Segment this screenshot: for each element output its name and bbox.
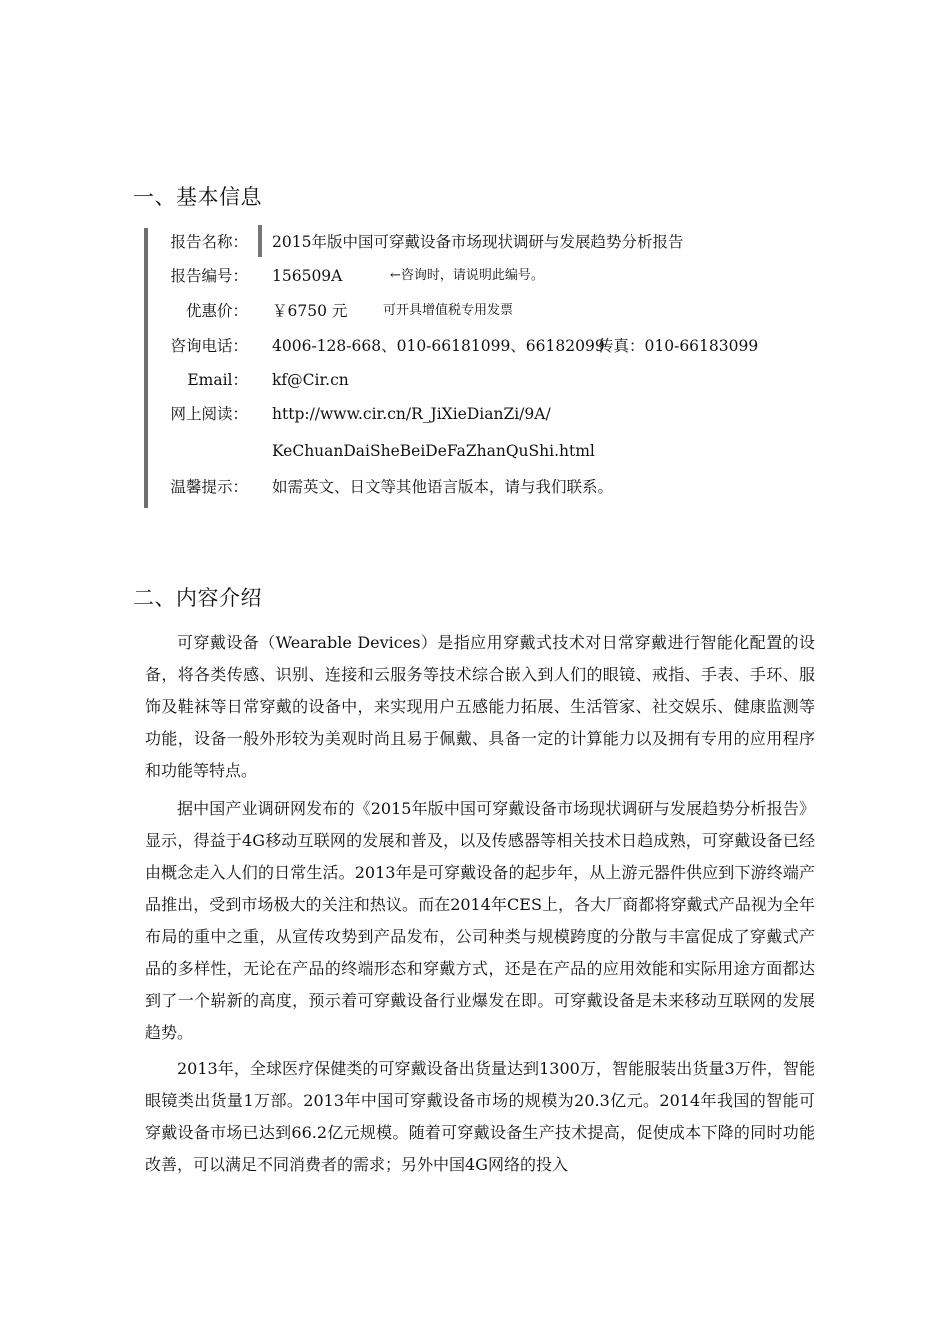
report-no-label: 报告编号： <box>170 267 248 285</box>
report-no-value: 156509A <box>272 267 343 285</box>
report-name-marker <box>258 225 262 257</box>
price-value: ￥6750 元 <box>272 302 348 320</box>
url-line-2[interactable]: KeChuanDaiSheBeiDeFaZhanQuShi.html <box>272 442 595 460</box>
email-label: Email： <box>187 371 248 389</box>
report-name-label: 报告名称： <box>170 233 248 251</box>
basic-info-box <box>144 228 828 508</box>
content-paragraph-3: 2013年，全球医疗保健类的可穿戴设备出货量达到1300万，智能服装出货量3万件，智能眼镜类出货量1万部。2013年中国可穿戴设备市场的规模为20.3亿元。2014年我国的智能可穿戴设备市场已达到66.2亿元规模。随着可穿戴设备生产技术提高，促使成本下降的同时功能改善，可以满足不同消费者的需求；另外中国4G网络的投入 <box>145 1059 815 1174</box>
online-reading-label: 网上阅读： <box>170 405 248 423</box>
section-title-basic-info: 一、基本信息 <box>133 185 262 210</box>
content-paragraph-2: 据中国产业调研网发布的《2015年版中国可穿戴设备市场现状调研与发展趋势分析报告》显示，得益于4G移动互联网的发展和普及，以及传感器等相关技术日趋成熟，可穿戴设备已经由概念走入人们的日常生活。2013年是可穿戴设备的起步年，从上游元器件供应到下游终端产品推出，受到市场极大的关注和热议。而在2014年CES上，各大厂商都将穿戴式产品视为全年布局的重中之重，从宣传攻势到产品发布，公司种类与规模跨度的分散与丰富促成了穿戴式产品的多样性，无论在产品的终端形态和穿戴方式，还是在产品的应用效能和实际用途方面都达到了一个崭新的高度，预示着可穿戴设备行业爆发在即。可穿戴设备是未来移动互联网的发展趋势。 <box>145 799 815 1042</box>
email-link[interactable]: kf@Cir.cn <box>272 371 349 389</box>
section-title-content-intro: 二、内容介绍 <box>133 586 262 611</box>
phone-value: 4006-128-668、010-66181099、66182099 <box>272 337 605 355</box>
fax-value: 传真：010-66183099 <box>598 337 759 355</box>
tip-value: 如需英文、日文等其他语言版本，请与我们联系。 <box>272 478 614 496</box>
phone-label: 咨询电话： <box>170 337 248 355</box>
invoice-note: 可开具增值税专用发票 <box>383 303 514 318</box>
tip-label: 温馨提示： <box>170 478 248 496</box>
url-line-1[interactable]: http://www.cir.cn/R_JiXieDianZi/9A/ <box>272 405 551 423</box>
content-paragraph-1: 可穿戴设备（Wearable Devices）是指应用穿戴式技术对日常穿戴进行智能化配置的设备，将各类传感、识别、连接和云服务等技术综合嵌入到人们的眼镜、戒指、手表、手环、服饰及鞋袜等日常穿戴的设备中，来实现用户五感能力拓展、生活管家、社交娱乐、健康监测等功能，设备一般外形较为美观时尚且易于佩戴、具备一定的计算能力以及拥有专用的应用程序和功能等特点。 <box>145 633 815 780</box>
report-no-note: ←咨询时，请说明此编号。 <box>390 268 544 283</box>
report-name-value: 2015年版中国可穿戴设备市场现状调研与发展趋势分析报告 <box>272 233 684 251</box>
price-label: 优惠价： <box>185 302 248 320</box>
